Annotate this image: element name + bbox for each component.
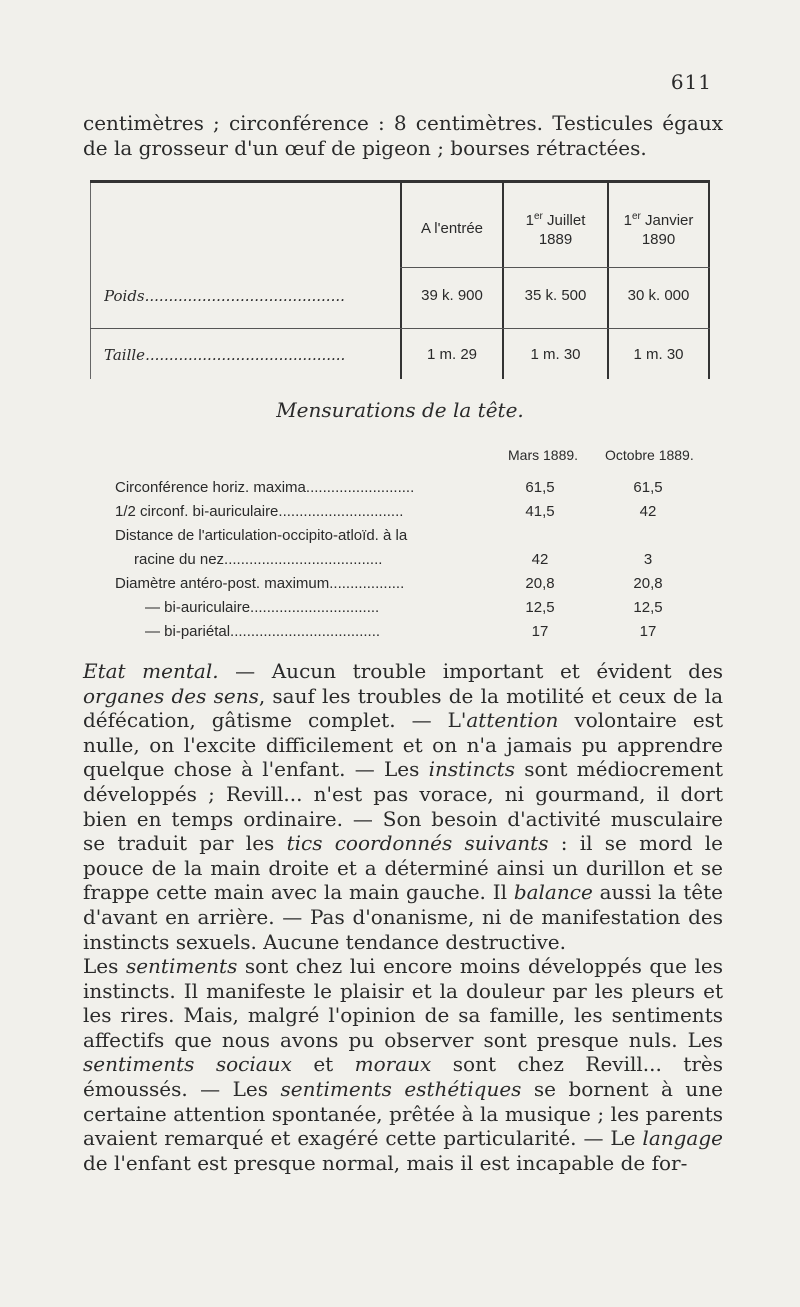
meas-value-octobre: 3 — [643, 551, 653, 568]
italic-run: tics coordonnés suivants — [286, 831, 549, 856]
text-run: sont chez Revill... très émoussés. — Les — [83, 1052, 724, 1101]
text-run: : il se mord le pouce de la main droite et a déterminé ainsi un durillon et se frappe cette main avec la main gauche. Il — [83, 831, 724, 905]
italic-run: sentiments sociaux — [83, 1052, 292, 1077]
italic-run: attention — [466, 708, 559, 733]
poids-janvier: 30 k. 000 — [627, 287, 690, 304]
meas-value-octobre: 20,8 — [633, 575, 663, 592]
text-run: se bornent à une certaine attention spontanée, prêtée à la musique ; les parents avaient remarqué et exagéré cette particularité. — Le — [83, 1076, 723, 1151]
row-label-poids: Poids.......................................... — [104, 287, 345, 305]
meas-value-mars: 20,8 — [525, 575, 555, 592]
text-run: Les — [83, 954, 126, 978]
header-mars: Mars 1889. — [508, 447, 579, 463]
header-octobre: Octobre 1889. — [605, 447, 694, 463]
col-header-juillet — [504, 207, 607, 249]
meas-label: Distance de l'articulation-occipito-atloïd. à la — [115, 527, 408, 544]
meas-label: Circonférence horiz. maxima.......................... — [115, 479, 415, 496]
meas-value-mars: 41,5 — [525, 503, 555, 520]
text-run: aussi la tête d'avant en arrière. — Pas d'onanisme, ni de manifestation des instincts sexuels. Aucune tendance destructive. — [83, 880, 723, 954]
italic-run: sentiments esthétiques — [280, 1076, 522, 1101]
poids-juillet: 35 k. 500 — [524, 287, 587, 304]
meas-value-mars: 42 — [531, 551, 549, 568]
taille-janvier: 1 m. 30 — [633, 346, 684, 363]
italic-run: instincts — [428, 757, 515, 782]
row-label-taille: Taille.......................................... — [104, 346, 346, 364]
taille-entree: 1 m. 29 — [426, 346, 478, 363]
col-header-janvier — [609, 207, 708, 249]
page-number: 611 — [670, 70, 712, 94]
col-header-juillet-text: 1er Juillet 1889 — [525, 211, 586, 248]
meas-value-mars: 17 — [531, 623, 549, 640]
italic-run: moraux — [354, 1052, 432, 1077]
meas-value-octobre: 17 — [639, 623, 657, 640]
meas-value-mars: 61,5 — [525, 479, 555, 496]
meas-label: Diamètre antéro-post. maximum.................. — [115, 575, 405, 592]
meas-label: — bi-pariétal.................................... — [145, 623, 381, 640]
text-run: volontaire est nulle, on l'excite difficilement et on n'a jamais pu apprendre quelque chose à l'enfant. — Les — [83, 708, 723, 782]
poids-entree: 39 k. 900 — [421, 287, 483, 304]
text-run: et — [291, 1052, 355, 1077]
meas-label: — bi-auriculaire............................... — [145, 599, 380, 616]
italic-run: sentiments — [125, 954, 238, 978]
text-run: , sauf les troubles de la motilité et ceux de la défécation, gâtisme complet. — L' — [83, 683, 724, 733]
italic-run: balance — [513, 880, 593, 905]
meas-value-octobre: 61,5 — [633, 479, 663, 496]
measurements-title: Mensurations de la tête. — [276, 398, 524, 422]
col-header-entree: A l'entrée — [420, 220, 484, 237]
text-run: sont médiocrement développés ; Revill... n'est pas vorace, ni gourmand, il dort bien en temps ordinaire. — Son besoin d'activité musculaire se traduit par les — [83, 757, 724, 856]
text-run: sont chez lui encore moins développés que les instincts. Il manifeste le plaisir et la douleur par les pleurs et les rires. Mais, malgré l'opinion de sa famille, les sentiments affectifs que nous avons pu observer sont presque nuls. Les — [83, 954, 724, 1052]
text-run: de l'enfant est presque normal, mais il est incapable de for- — [83, 1150, 688, 1175]
meas-value-octobre: 42 — [639, 503, 657, 520]
meas-label: 1/2 circonf. bi-auriculaire.............................. — [115, 503, 404, 520]
meas-value-octobre: 12,5 — [633, 599, 663, 616]
italic-run: langage — [642, 1126, 723, 1151]
mental-state-paragraph — [83, 659, 723, 954]
intro-paragraph: centimètres ; circonférence : 8 centimètres. Testicules égaux de la grosseur d'un œuf de pigeon ; bourses rétractées. — [83, 111, 723, 160]
italic-run: Etat mental. — [83, 659, 219, 683]
meas-value-mars: 12,5 — [525, 599, 555, 616]
taille-juillet: 1 m. 30 — [530, 346, 581, 363]
weights-table — [90, 180, 710, 379]
sentiments-paragraph — [83, 954, 723, 1175]
col-header-janvier-text: 1er Janvier 1890 — [623, 211, 694, 248]
text-run: — Aucun trouble important et évident des — [218, 659, 723, 683]
meas-label: racine du nez...................................... — [134, 551, 383, 568]
italic-run: organes des sens — [83, 683, 259, 708]
